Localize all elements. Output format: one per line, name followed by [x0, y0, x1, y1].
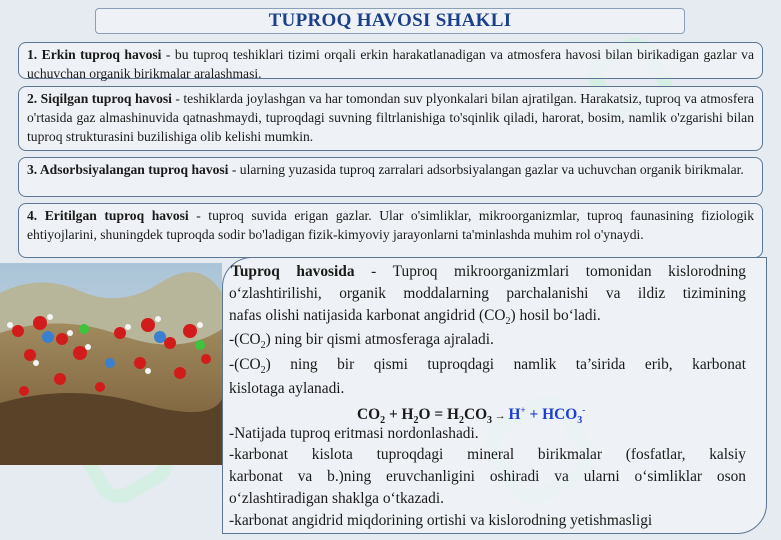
panel-text: o‘zlashtiradigan shaklga o‘tkazadi. [229, 490, 444, 507]
item-text: - teshiklarda joylashgan va har tomondan suv plyonkalari bilan ajratilgan. Harakatsiz, tuproq va atmosfera o'rtasida gaz almashinuvida qatnashmaydi, tuproqdagi suvning filtrlanishiga to'sqinlik qiladi, harorat, bosim, namlik o'zgarishi bilan tuproq strukturasini buzilishiga olib kelishi mumkin. [27, 91, 755, 144]
soil-molecules-image [0, 263, 222, 465]
item-text: - bu tuproq teshiklari tizimi orqali erkin harakatlanadigan va atmosfera havosi bilan birikadigan gazlar va uchuvchan organik birikmalar aralashmasi. [27, 47, 754, 81]
item-adsorbed-air [18, 157, 763, 197]
item-text: - ularning yuzasida tuproq zarralari adsorbsiyalangan gazlar va uchuvchan organik birikmalar. [228, 162, 744, 177]
item-text: - tuproq suvida erigan gazlar. Ular o'simliklar, mikroorganizmlar, tuproq faunasining fiziologik ehtiyojlarini, shuningdek tuproqda sodir bo'ladigan fizik-kimyoviy jarayonlarni ta'minlashda muhim rol o'ynaydi. [27, 208, 754, 242]
panel-text: $-(CO_2)$ ning bir qismi tuproqdagi namlik ta’sirida erib, karbonat [229, 356, 746, 377]
panel-text: o‘zlashtirilishi, organik moddalarning parchalanishi va ildiz tizimining [229, 285, 746, 302]
panel-text: -karbonat kislota tuproqdagi mineral birikmalar (fosfatlar, kalsiy [229, 446, 746, 463]
page-title: TUPROQ HAVOSI SHAKLI [268, 10, 512, 31]
item-trapped-air [18, 86, 763, 151]
panel-text: - Tuproq mikroorganizmlari tomonidan kislorodning [354, 263, 746, 280]
item-free-air [18, 42, 763, 79]
chemical-equation: $CO_2 + H_2O = H_2CO_3 \to H^+ + HCO_3^-$ [357, 405, 586, 427]
item-term: 1. Erkin tuproq havosi [27, 47, 162, 62]
panel-text: karbonat va b.)ning eruvchanligini oshiradi va ularni o‘simliklar oson [229, 468, 746, 485]
item-dissolved-air [18, 203, 763, 258]
panel-text: kislotaga aylanadi. [229, 380, 345, 397]
panel-text: nafas olishi natijasida karbonat angidrid $(CO_2)$ hosil bo‘ladi. [229, 307, 601, 328]
co2-explanation-panel [222, 257, 767, 534]
panel-text: -Natijada tuproq eritmasi nordonlashadi. [229, 425, 479, 442]
title-box [95, 8, 685, 34]
item-term: 3. Adsorbsiyalangan tuproq havosi [27, 162, 229, 177]
panel-text: $-(CO_2)$ ning bir qismi atmosferaga ajraladi. [229, 331, 494, 352]
item-term: 2. Siqilgan tuproq havosi [27, 91, 172, 106]
panel-term: Tuproq havosida [231, 263, 355, 280]
panel-text: -karbonat angidrid miqdorining ortishi va kislorodning yetishmasligi [229, 512, 653, 529]
item-term: 4. Eritilgan tuproq havosi [27, 208, 189, 223]
